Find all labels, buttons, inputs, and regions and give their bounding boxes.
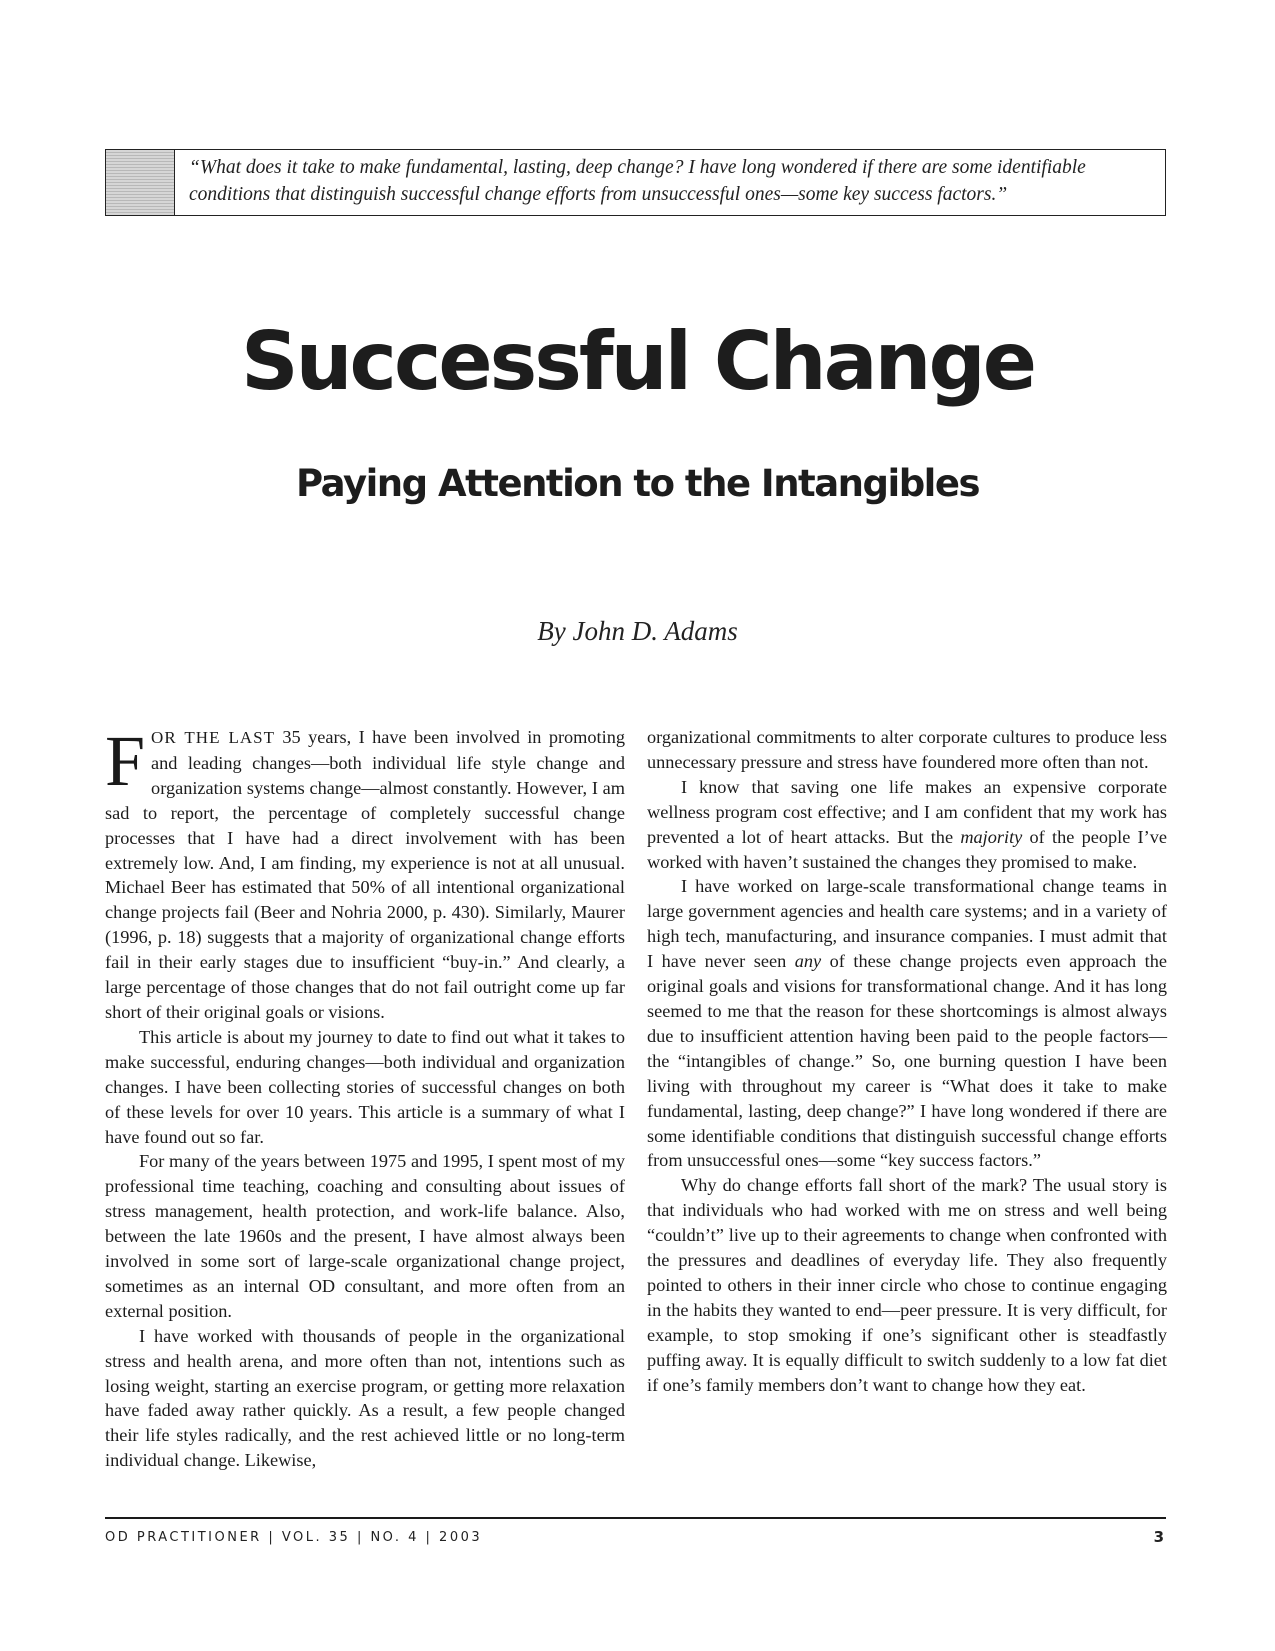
paragraph-4: I have worked with thousands of people in the organizational stress and health arena, and more often than not, intentions such as losing weight, starting an exercise program, or getting more relaxation have faded away rather quickly. As a result, a few people changed their life styles radically, and the rest achieved little or no long-term individual change. Likewise, bbox=[105, 1325, 625, 1471]
paragraph-6-emphasis: majority bbox=[960, 826, 1023, 847]
footer-rule bbox=[105, 1517, 1166, 1519]
paragraph-5: organizational commitments to alter corporate cultures to produce less unnecessary pressure and stress have foundered more often than not. bbox=[647, 727, 1167, 772]
journal-footer: OD PRACTITIONER | VOL. 35 | NO. 4 | 2003 bbox=[105, 1530, 483, 1545]
page-number: 3 bbox=[1153, 1528, 1164, 1546]
paragraph-6-text-b: of the people I’ve worked with haven’t sustained the changes they promised to make. bbox=[647, 826, 1167, 872]
body-column-right bbox=[647, 725, 1167, 1397]
pull-quote-text: “What does it take to make fundamental, lasting, deep change? I have long wondered if there are some identifiable conditions that distinguish successful change efforts from unsuccessful ones—some key success factors.” bbox=[189, 157, 1086, 205]
paragraph-7-text-a: I have worked on large-scale transformational change teams in large government agencies and health care systems; and in a variety of high tech, manufacturing, and insurance companies. I must admit that I have never seen bbox=[647, 876, 1167, 972]
body-column-left bbox=[105, 721, 625, 1473]
paragraph-7 bbox=[647, 874, 1167, 1173]
paragraph-7-text-b: of these change projects even approach the original goals and visions for transformational change. And it has long seemed to me that the reason for these shortcomings is almost always due to insufficient attention having been paid to the people factors—the “intangibles of change.” So, one burning question I have been living with throughout my career is “What does it take to make fundamental, lasting, deep change?” I have long wondered if there are some identifiable conditions that distinguish successful change efforts from unsuccessful ones—some “key success factors.” bbox=[647, 951, 1167, 1171]
drop-cap: F bbox=[105, 721, 146, 801]
paragraph-8: Why do change efforts fall short of the mark? The usual story is that individuals who had worked with me on stress and well being “couldn’t” live up to their agreements to change when confronted with the pressures and deadlines of everyday life. They also frequently pointed to others in their inner circle who chose to continue engaging in the habits they wanted to end—peer pressure. It is very difficult, for example, to stop smoking if one’s significant other is steadfastly puffing away. It is equally difficult to switch suddenly to a low fat diet if one’s family members don’t want to change how they eat. bbox=[647, 1175, 1167, 1395]
pull-quote-box bbox=[105, 149, 1166, 216]
paragraph-1-text: 35 years, I have been involved in promoting and leading changes—both individual life style change and organization systems change—almost constantly. However, I am sad to report, the percentage of completely successful change processes that I have had a direct involvement with has been extremely low. And, I am finding, my experience is not at all unusual. Michael Beer has estimated that 50% of all intentional organizational change projects fail (Beer and Nohria 2000, p. 430). Similarly, Maurer (1996, p. 18) suggests that a majority of organizational change efforts fail in their early stages due to insufficient “buy-in.” And clearly, a large percentage of those changes that do not fail outright come up far short of their original goals or visions. bbox=[105, 727, 625, 1022]
article-subtitle: Paying Attention to the Intangibles bbox=[296, 462, 979, 505]
paragraph-6 bbox=[647, 775, 1167, 875]
paragraph-6-text-a: I know that saving one life makes an expensive corporate wellness program cost effective; and I am confident that my work has prevented a lot of heart attacks. But the bbox=[647, 776, 1167, 847]
pull-quote-accent-bar bbox=[106, 150, 175, 215]
lead-in: OR THE LAST bbox=[151, 728, 276, 747]
paragraph-3: For many of the years between 1975 and 1995, I spent most of my professional time teaching, coaching and consulting about issues of stress management, health protection, and work-life balance. Also, between the late 1960s and the present, I have almost always been involved in some sort of large-scale organizational change project, sometimes as an internal OD consultant, and more often from an external position. bbox=[105, 1151, 625, 1321]
byline: By John D. Adams bbox=[537, 616, 738, 646]
paragraph-1 bbox=[105, 721, 625, 1025]
article-title: Successful Change bbox=[240, 315, 1035, 408]
paragraph-2: This article is about my journey to date to find out what it takes to make successful, enduring changes—both individual and organization changes. I have been collecting stories of successful changes on both of these levels for over 10 years. This article is a summary of what I have found out so far. bbox=[105, 1026, 625, 1147]
paragraph-7-emphasis: any bbox=[794, 951, 822, 972]
